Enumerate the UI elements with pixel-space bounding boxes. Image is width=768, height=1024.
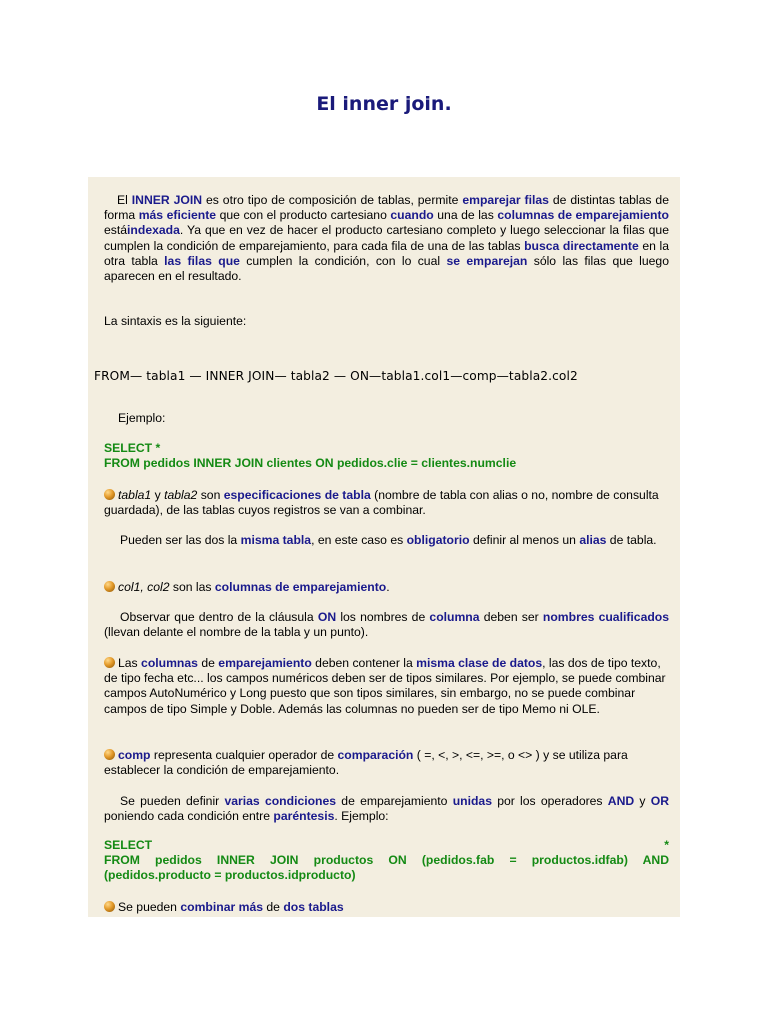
example-code-2-line1: SELECT * <box>104 838 669 852</box>
syntax-line: FROM— tabla1 — INNER JOIN— tabla2 — ON—tabla1.col1—comp—tabla2.col2 <box>94 369 578 383</box>
same-table-paragraph: Pueden ser las dos la misma tabla, en este caso es obligatorio definir al menos un alias de tabla. <box>120 533 657 547</box>
example-label: Ejemplo: <box>118 411 166 425</box>
bullet-item-columns: col1, col2 son las columnas de emparejamiento. <box>104 580 669 595</box>
bullet-item-more-tables: Se pueden combinar más de dos tablas <box>104 900 669 915</box>
orange-bullet-icon <box>104 657 115 668</box>
example-code-2-star: * <box>664 838 669 852</box>
bullet-item-datatypes: Las columnas de emparejamiento deben contener la misma clase de datos, las dos de tipo texto, de tipo fecha etc... los campos numéricos deben ser de tipos similares. Por ejemplo, se puede combinar campos AutoNumérico y Long puesto que son tipos similares, sin embargo, no se puede combinar campos de tipo Simple y Doble. Además las columnas no pueden ser de tipo Memo ni OLE. <box>104 656 666 716</box>
intro-paragraph: El INNER JOIN es otro tipo de composición de tablas, permite emparejar filas de distintas tablas de forma más eficiente que con el producto cartesiano cuando una de las columnas de emparejamiento estáindexada. Ya que en vez de hacer el producto cartesiano completo y luego seleccionar la filas que cumplen la condición de emparejamiento, para cada fila de una de las tablas busca directamente en la otra tabla las filas que cumplen la condición, con lo cual se emparejan sólo las filas que luego aparecen en el resultado. <box>104 193 669 284</box>
example-code-1-line1: SELECT * <box>104 441 161 455</box>
orange-bullet-icon <box>104 901 115 912</box>
multiple-conditions-paragraph: Se pueden definir varias condiciones de emparejamiento unidas por los operadores AND y OR poniendo cada condición entre paréntesis. Ejemplo: <box>104 794 670 824</box>
example-code-1 <box>104 441 669 471</box>
example-code-2-line2: FROM pedidos INNER JOIN productos ON (pedidos.fab = productos.idfab) AND (pedidos.producto = productos.idproducto) <box>104 853 669 883</box>
orange-bullet-icon <box>104 581 115 592</box>
bullet-item-tables: tabla1 y tabla2 son especificaciones de tabla (nombre de tabla con alias o no, nombre de consulta guardada), de las tablas cuyos registros se van a combinar. <box>104 488 659 518</box>
qualified-names-paragraph: Observar que dentro de la cláusula ON los nombres de columna deben ser nombres cualificados (llevan delante el nombre de la tabla y un punto). <box>104 610 670 640</box>
bullet-item-comp: comp representa cualquier operador de comparación ( =, <, >, <=, >=, o <> ) y se utiliza para establecer la condición de emparejamiento. <box>104 748 628 778</box>
example-code-2 <box>104 838 669 884</box>
example-code-1-line2: FROM pedidos INNER JOIN clientes ON pedidos.clie = clientes.numclie <box>104 456 517 471</box>
page-title: El inner join. <box>316 93 452 115</box>
syntax-intro: La sintaxis es la siguiente: <box>104 314 247 328</box>
orange-bullet-icon <box>104 489 115 500</box>
orange-bullet-icon <box>104 749 115 760</box>
